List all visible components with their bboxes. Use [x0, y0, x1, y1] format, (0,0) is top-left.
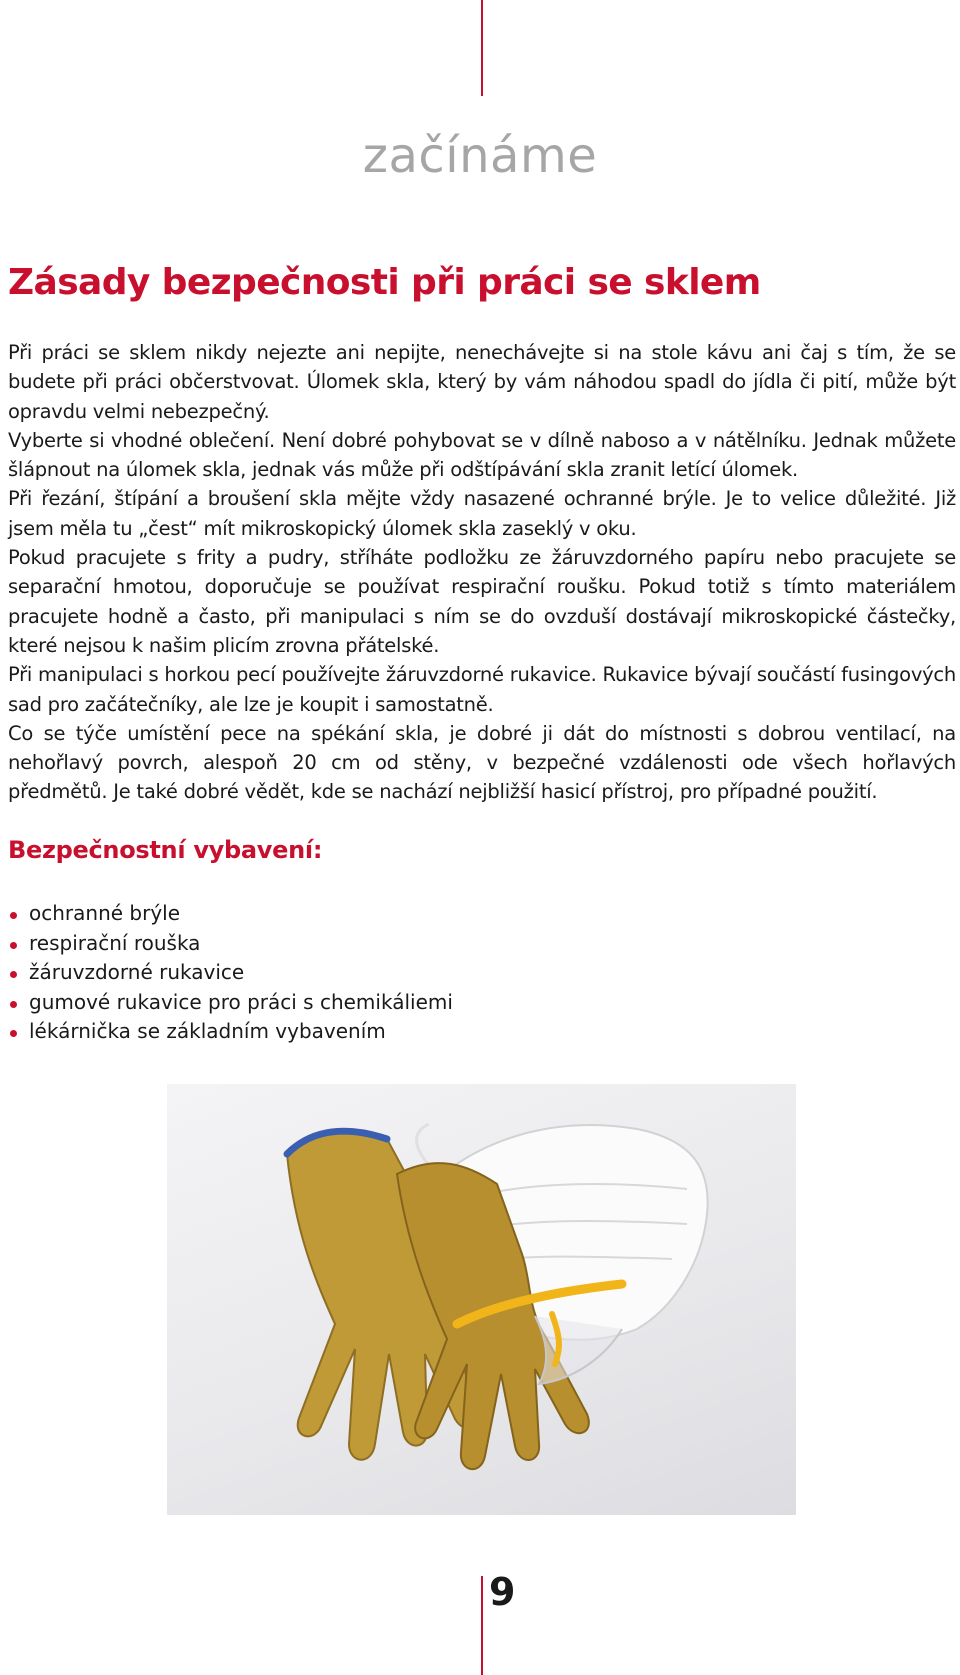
list-item: [8, 988, 453, 1018]
paragraph-gloves: Při manipulaci s horkou pecí používejte žáruvzdorné rukavice. Rukavice bývají součástí fusingových sad pro začátečníky, ale lze je koupit i samostatně.: [8, 663, 956, 716]
list-item: [8, 899, 453, 929]
list-item: [8, 958, 453, 988]
page-number: 9: [489, 1570, 516, 1614]
bullet-icon: [10, 1030, 17, 1037]
bottom-divider-line: [481, 1576, 483, 1675]
list-item-label: lékárnička se základním vybavením: [29, 1019, 386, 1044]
list-item: [8, 1017, 453, 1047]
equipment-list: [8, 899, 453, 1047]
safety-equipment-illustration: [167, 1084, 796, 1515]
paragraph-goggles: Při řezání, štípání a broušení skla mějte vždy nasazené ochranné brýle. Je to velice důležité. Již jsem měla tu „čest“ mít mikroskopický úlomek skla zaseklý v oku.: [8, 487, 956, 540]
list-item-label: gumové rukavice pro práci s chemikáliemi: [29, 989, 453, 1014]
list-item-label: respirační rouška: [29, 930, 201, 955]
list-item-label: žáruvzdorné rukavice: [29, 960, 245, 985]
paragraph-food: Při práci se sklem nikdy nejezte ani nepijte, nenechávejte si na stole kávu ani čaj s tím, že se budete při práci občerstvovat. Úlomek skla, který by vám náhodou spadl do jídla či pití, může být opravdu velmi nebezpečný.: [8, 341, 956, 423]
page-heading: Zásady bezpečnosti při práci se sklem: [8, 262, 761, 303]
paragraph-respirator: Pokud pracujete s frity a pudry, stříháte podložku ze žáruvzdorného papíru nebo pracujete se separační hmotou, doporučuje se používat respirační roušku. Pokud totiž s tímto materiálem pracujete hodně a často, při manipulaci s ním se do ovzduší dostávají mikroskopické částečky, které nejsou k našim plicím zrovna přátelské.: [8, 546, 956, 657]
body-text: [8, 338, 956, 807]
bullet-icon: [10, 971, 17, 978]
section-title: začínáme: [362, 128, 598, 184]
top-divider-line: [481, 0, 483, 96]
paragraph-kiln-placement: Co se týče umístění pece na spékání skla, je dobré ji dát do místnosti s dobrou ventilací, na nehořlavý povrch, alespoň 20 cm od stěny, v bezpečné vzdálenosti ode všech hořlavých předmětů. Je také dobré vědět, kde se nachází nejbližší hasicí přístroj, pro případné použití.: [8, 721, 956, 804]
bullet-icon: [10, 942, 17, 949]
list-item-label: ochranné brýle: [29, 901, 181, 925]
equipment-heading: Bezpečnostní vybavení:: [8, 836, 323, 864]
bullet-icon: [10, 912, 17, 919]
bullet-icon: [10, 1001, 17, 1008]
list-item: [8, 929, 453, 959]
safety-equipment-photo: [167, 1084, 796, 1515]
paragraph-clothing: Vyberte si vhodné oblečení. Není dobré pohybovat se v dílně naboso a v nátělníku. Jednak můžete šlápnout na úlomek skla, jednak vás může při odštípávání skla zranit letící úlomek.: [8, 428, 956, 482]
